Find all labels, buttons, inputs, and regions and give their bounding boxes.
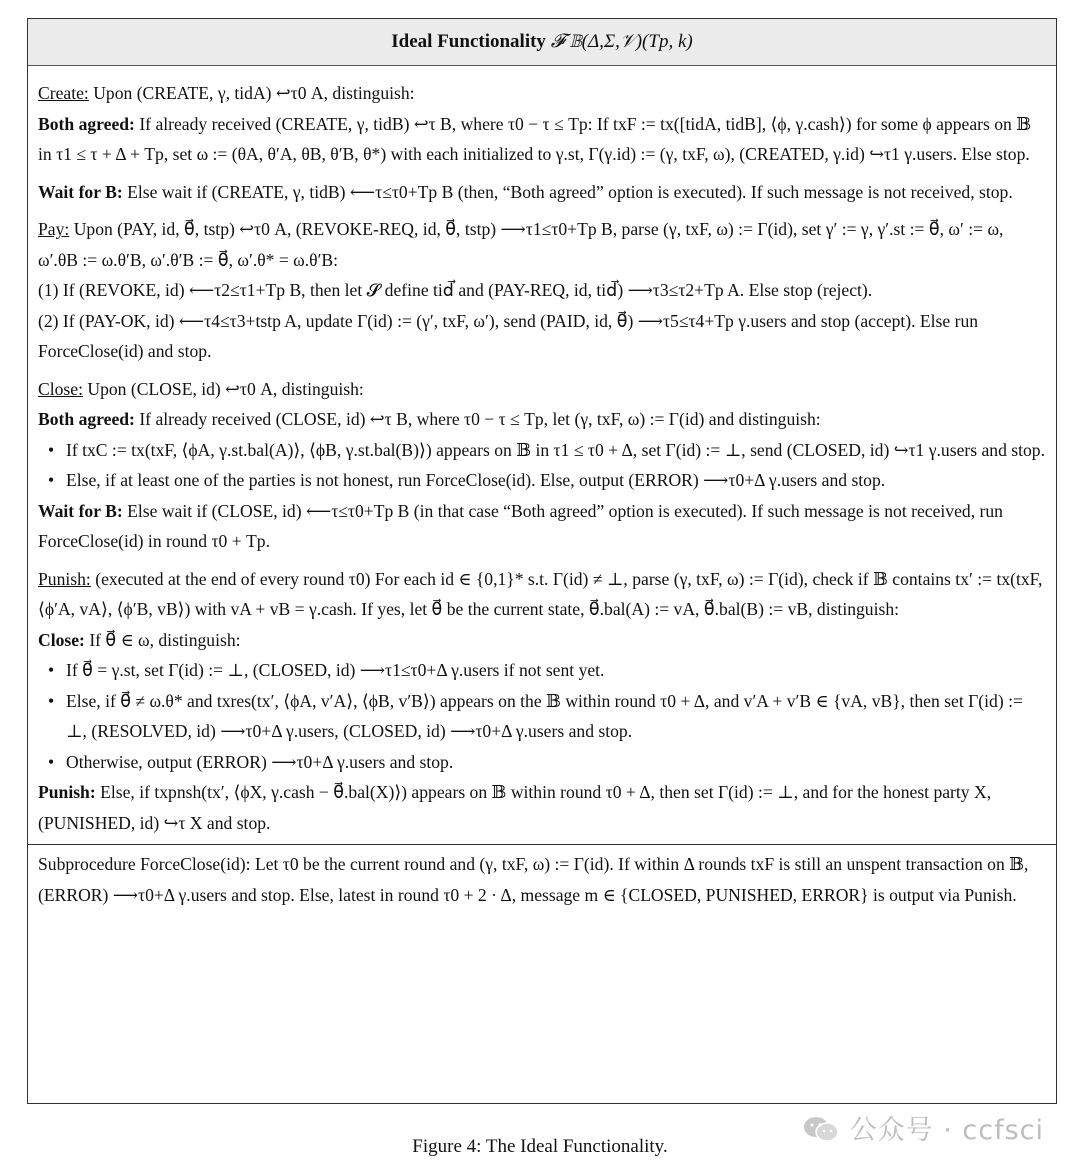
close-title: Close:	[38, 378, 83, 399]
punish-punish-text: Else, if txpnsh(tx′, ⟨ϕX, γ.cash − θ⃗.bal(X)⟩) appears on 𝔹 within round τ0 + Δ, then set Γ(id) := ⊥, and for the honest party X, (PUNISHED, id) ↪τ X and stop.	[38, 782, 992, 833]
close-both-text: If already received (CLOSE, id) ↩τ B, where τ0 − τ ≤ Tp, let (γ, txF, ω) := Γ(id) and distinguish:	[139, 409, 821, 429]
subprocedure-paragraph	[38, 849, 1046, 910]
create-wait-text: Else wait if (CREATE, γ, tidB) ⟵τ≤τ0+Tp B (then, “Both agreed” option is executed). If such message is not received, stop.	[127, 181, 1013, 202]
punish-close-label: Close:	[38, 629, 85, 650]
create-both-text: If already received (CREATE, γ, tidB) ↩τ B, where τ0 − τ ≤ Tp: If txF := tx([tidA, tidB], ⟨ϕ, γ.cash⟩) for some ϕ appears on 𝔹 in τ1 ≤ τ + Δ + Tp, set ω := (θA, θ′A, θB, θ′B, θ*) with each initialized to γ.st, Γ(γ.id) := (γ, txF, ω), (CREATED, γ.id) ↪τ1 γ.users. Else stop.	[38, 113, 1032, 164]
punish-text: (executed at the end of every round τ0) For each id ∈ {0,1}* s.t. Γ(id) ≠ ⊥, parse (γ, txF, ω) := Γ(id), check if 𝔹 contains tx′ := tx(txF, ⟨ϕ′A, vA⟩, ⟨ϕ′B, vB⟩) with vA + vB = γ.cash. If yes, let θ⃗ be the current state, θ⃗.bal(A) := vA, θ⃗.bal(B) := vB, distinguish:	[38, 568, 1043, 619]
create-both-label: Both agreed:	[38, 113, 135, 134]
create-wait-label: Wait for B:	[38, 181, 123, 202]
close-wait-text: Else wait if (CLOSE, id) ⟵τ≤τ0+Tp B (in that case “Both agreed” option is executed). If such message is not received, run ForceClose(id) in round τ0 + Tp.	[38, 500, 1003, 551]
close-bullet-2: • Else, if at least one of the parties is not honest, run ForceClose(id). Else, output (ERROR) ⟶τ0+Δ γ.users and stop.	[66, 465, 1046, 496]
pay-step-2: (2) If (PAY-OK, id) ⟵τ4≤τ3+tstp A, update Γ(id) := (γ′, txF, ω′), send (PAID, id, θ⃗) ⟶τ5≤τ4+Tp γ.users and stop (accept). Else run ForceClose(id) and stop.	[38, 310, 979, 361]
create-title: Create:	[38, 83, 89, 103]
subprocedure-title: Subprocedure ForceClose(id):	[38, 854, 251, 874]
create-upon: Upon (CREATE, γ, tidA) ↩τ0 A, distinguish:	[93, 83, 415, 103]
punish-close-text: If θ⃗ ∈ ω, distinguish:	[89, 629, 241, 650]
punish-punish	[38, 777, 1046, 838]
box-header	[28, 19, 1056, 66]
create-paragraph	[38, 78, 1046, 109]
close-upon: Upon (CLOSE, id) ↩τ0 A, distinguish:	[87, 378, 364, 399]
pay-paragraph	[38, 214, 1046, 275]
punish-bullet-1: • If θ⃗ = γ.st, set Γ(id) := ⊥, (CLOSED, id) ⟶τ1≤τ0+Δ γ.users if not sent yet.	[66, 655, 1046, 686]
punish-paragraph	[38, 564, 1046, 625]
close-both-label: Both agreed:	[38, 409, 135, 429]
punish-title: Punish:	[38, 568, 91, 589]
punish-punish-label: Punish:	[38, 782, 96, 802]
punish-bullet-2: • Else, if θ⃗ ≠ ω.θ* and txres(tx′, ⟨ϕA, v′A⟩, ⟨ϕB, v′B⟩) appears on the 𝔹 within round τ0 + Δ, and v′A + v′B ∈ {vA, vB}, then set Γ(id) := ⊥, (RESOLVED, id) ⟶τ0+Δ γ.users, (CLOSED, id) ⟶τ0+Δ γ.users and stop.	[66, 686, 1046, 747]
pay-step-1: (1) If (REVOKE, id) ⟵τ2≤τ1+Tp B, then let 𝓢 define tid⃗ and (PAY-REQ, id, tid⃗) ⟶τ3≤τ2+Tp A. Else stop (reject).	[38, 280, 873, 300]
header-functionality: 𝓕 𝔹(Δ,Σ,𝒱)(Tp, k)	[550, 31, 693, 52]
punish-bullet-3: • Otherwise, output (ERROR) ⟶τ0+Δ γ.users and stop.	[66, 747, 1046, 778]
header-prefix: Ideal Functionality	[391, 31, 546, 52]
figure-caption: Figure 4: The Ideal Functionality.	[412, 1136, 668, 1157]
close-both-agreed	[38, 404, 1046, 435]
punish-bullets	[38, 655, 1046, 777]
close-paragraph	[38, 374, 1046, 405]
box-content	[28, 66, 1056, 910]
pay-title: Pay:	[38, 219, 70, 239]
create-both-agreed	[38, 109, 1046, 170]
close-bullet-1: • If txC := tx(txF, ⟨ϕA, γ.st.bal(A)⟩, ⟨ϕB, γ.st.bal(B)⟩) appears on 𝔹 in τ1 ≤ τ0 + Δ, set Γ(id) := ⊥, send (CLOSED, id) ↪τ1 γ.users and stop.	[66, 435, 1046, 466]
close-wait-label: Wait for B:	[38, 500, 123, 521]
punish-close	[38, 625, 1046, 656]
subprocedure-text: Let τ0 be the current round and (γ, txF, ω) := Γ(id). If within Δ rounds txF is still an unspent transaction on 𝔹, (ERROR) ⟶τ0+Δ γ.users and stop. Else, latest in round τ0 + 2 · Δ, message m ∈ {CLOSED, PUNISHED, ERROR} is output via Punish.	[38, 854, 1029, 905]
section-divider	[28, 844, 1056, 845]
close-bullets	[38, 435, 1046, 496]
ideal-functionality-box	[27, 18, 1057, 1104]
close-wait	[38, 496, 1046, 557]
create-wait	[38, 177, 1046, 208]
pay-text: Upon (PAY, id, θ⃗, tstp) ↩τ0 A, (REVOKE-REQ, id, θ⃗, tstp) ⟶τ1≤τ0+Tp B, parse (γ, txF, ω) := Γ(id), set γ′ := γ, γ′.st := θ⃗, ω′ := ω, ω′.θB := ω.θ′B, ω′.θ′B := θ⃗, ω′.θ* = ω.θ′B:	[38, 219, 1004, 270]
watermark-text: 公众号 · ccfsci	[849, 1115, 1044, 1146]
